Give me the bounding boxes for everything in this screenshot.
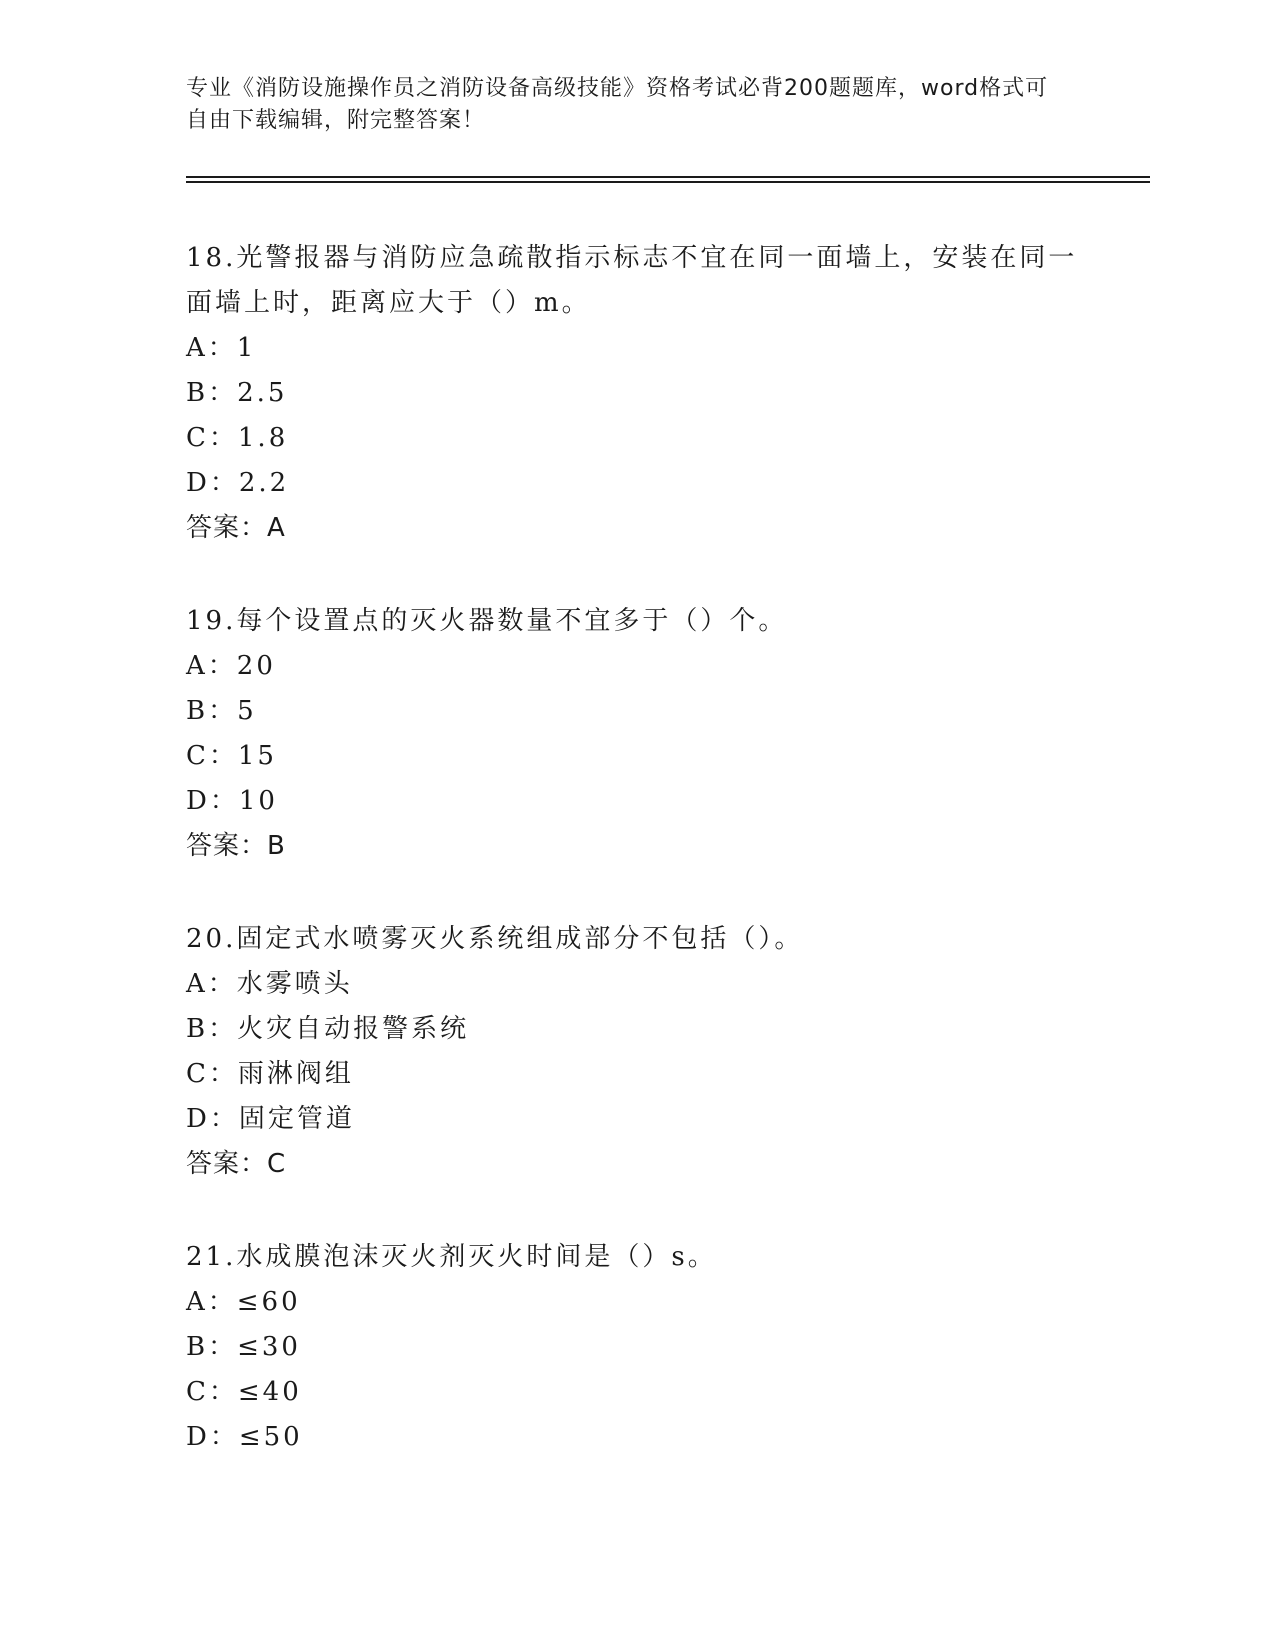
answer-line: 答案：A <box>186 513 286 543</box>
question-stem: 19.每个设置点的灭火器数量不宜多于（）个。 <box>186 606 788 636</box>
question-18 <box>186 236 1086 551</box>
option-a: A：≤60 <box>186 1287 301 1317</box>
option-c: C：15 <box>186 741 277 771</box>
option-b: B：2.5 <box>186 378 288 408</box>
header-divider-top <box>186 176 1150 178</box>
option-d: D：2.2 <box>186 468 290 498</box>
option-c: C：1.8 <box>186 423 289 453</box>
option-a: A：水雾喷头 <box>186 969 353 999</box>
answer-line: 答案：C <box>186 1149 287 1179</box>
question-list <box>186 236 1086 1508</box>
document-header <box>186 73 1066 137</box>
option-a: A：20 <box>186 651 276 681</box>
option-d: D：固定管道 <box>186 1104 355 1134</box>
option-b: B：5 <box>186 696 257 726</box>
option-d: D：≤50 <box>186 1422 303 1452</box>
option-d: D：10 <box>186 786 278 816</box>
option-c: C：≤40 <box>186 1377 302 1407</box>
option-b: B：≤30 <box>186 1332 301 1362</box>
option-a: A：1 <box>186 333 257 363</box>
question-21 <box>186 1235 1086 1460</box>
header-intro-text: 专业《消防设施操作员之消防设备高级技能》资格考试必背200题题库，word格式可自由下载编辑，附完整答案！ <box>186 76 1049 133</box>
question-stem: 18.光警报器与消防应急疏散指示标志不宜在同一面墙上，安装在同一面墙上时，距离应大于（）m。 <box>186 243 1078 318</box>
question-19 <box>186 599 1086 869</box>
question-stem: 21.水成膜泡沫灭火剂灭火时间是（）s。 <box>186 1242 717 1272</box>
answer-line: 答案：B <box>186 831 286 861</box>
option-c: C：雨淋阀组 <box>186 1059 354 1089</box>
header-divider-bottom <box>186 181 1150 183</box>
option-b: B：火灾自动报警系统 <box>186 1014 470 1044</box>
question-stem: 20.固定式水喷雾灭火系统组成部分不包括（）。 <box>186 924 804 954</box>
question-20 <box>186 917 1086 1187</box>
